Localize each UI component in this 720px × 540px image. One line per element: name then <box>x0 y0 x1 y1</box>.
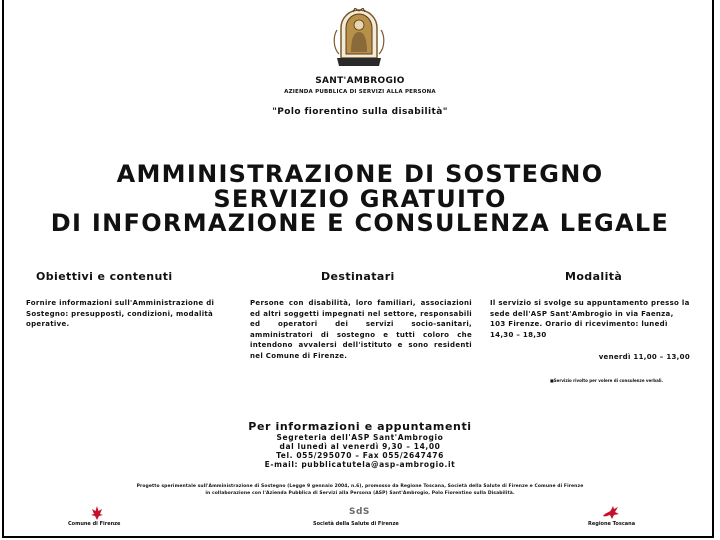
recipients-heading: Destinatari <box>321 270 395 283</box>
contact-email: E-mail: pubblicatutela@asp-ambrogio.it <box>264 460 456 469</box>
comune-firenze-label: Comune di Firenze <box>68 521 121 527</box>
modality-hours-friday: venerdì 11,00 – 13,00 <box>598 353 690 361</box>
regione-toscana-pegasus-icon <box>601 504 621 520</box>
modality-text: Il servizio si svolge su appuntamento presso la sede dell'ASP Sant'Ambrogio in via Faenza, 103 Firenze. Orario di ricevimento: lunedì 14,30 – 18,30 <box>490 299 690 339</box>
sant-ambrogio-emblem <box>333 8 385 68</box>
project-note-line-1: Progetto sperimentale sull'Amministrazione di Sostegno (Legge 9 gennaio 2004, n.6), promosso da Regione Toscana, Società della Salute di Firenze e Comune di Firenze <box>136 484 584 489</box>
organization-name: SANT'AMBROGIO <box>315 76 405 86</box>
objectives-text: Fornire informazioni sull'Amministrazione di Sostegno: presupposti, condizioni, modalità operative. <box>26 299 215 328</box>
title-line-1: AMMINISTRAZIONE DI SOSTEGNO <box>116 160 604 188</box>
comune-firenze-giglio-icon <box>90 505 104 521</box>
contact-title: Per informazioni e appuntamenti <box>248 420 472 433</box>
objectives-heading: Obiettivi e contenuti <box>36 270 173 283</box>
note-bullet: ■ <box>550 378 554 383</box>
regione-toscana-label: Regione Toscana <box>588 521 636 527</box>
motto: "Polo fiorentino sulla disabilità" <box>272 107 448 117</box>
contact-phone-fax: Tel. 055/295070 – Fax 055/2647476 <box>276 451 444 460</box>
organization-subtitle: AZIENDA PUBBLICA DI SERVIZI ALLA PERSONA <box>284 89 436 95</box>
contact-hours: dal lunedì al venerdì 9,30 – 14,00 <box>279 442 441 451</box>
sds-logo-mark: SdS <box>349 507 370 517</box>
modality-note-text: Servizio rivolto per volere di consulenze verbali. <box>553 378 664 383</box>
modality-heading: Modalità <box>565 270 623 283</box>
title-line-2: SERVIZIO GRATUITO <box>213 185 507 213</box>
title-line-3: DI INFORMAZIONE E CONSULENZA LEGALE <box>50 209 670 237</box>
modality-note <box>550 378 663 383</box>
recipients-text: Persone con disabilità, loro familiari, associazioni ed altri soggetti impegnati nel settore, responsabili ed operatori dei servizi socio-sanitari, amministratori di sostegno e tutti coloro che intendono avvalersi dell'istituto e sono residenti nel Comune di Firenze. <box>250 299 472 360</box>
contact-office: Segreteria dell'ASP Sant'Ambrogio <box>276 433 444 442</box>
sds-label: Società della Salute di Firenze <box>313 521 399 527</box>
project-note-line-2: in collaborazione con l'Azienda Pubblica di Servizi alla Persona (ASP) Sant'Ambrogio, Polo Fiorentino sulla Disabilità. <box>205 491 515 496</box>
